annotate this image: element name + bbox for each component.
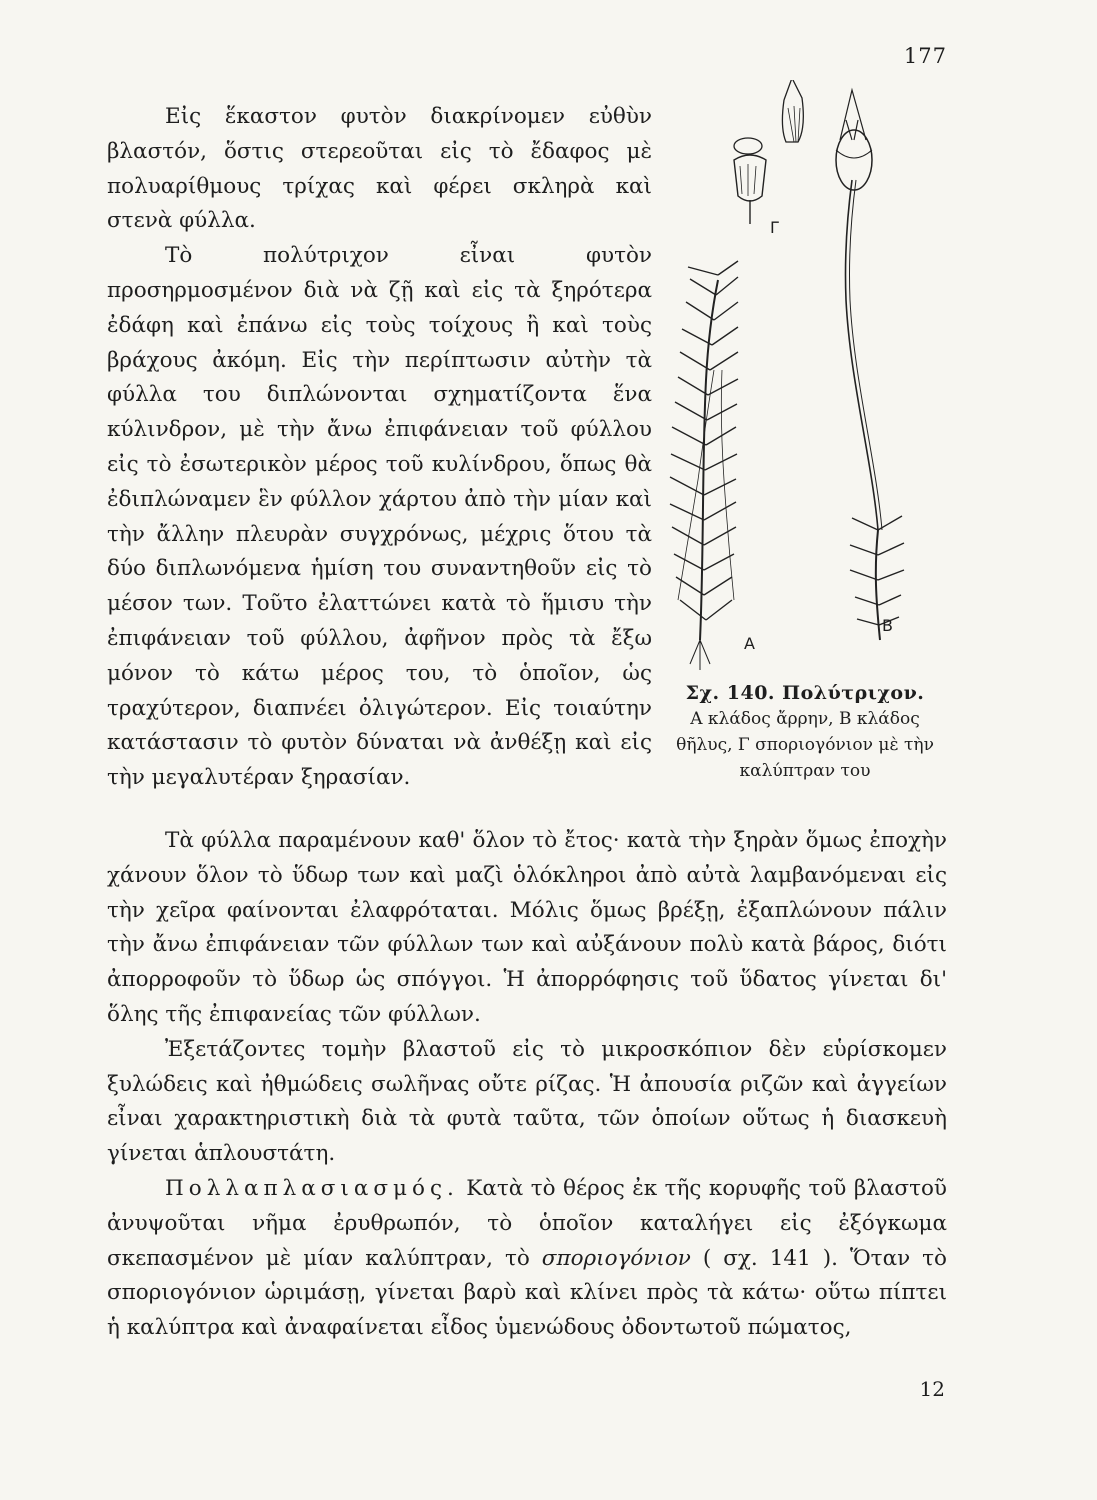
paragraph-5-text-a: Κατὰ τὸ θέρος ἐκ τῆς κορυφῆς τοῦ βλαστοῦ ἀνυψοῦται νῆμα ἐρυθρωπόν, τὸ ὁποῖον καταλήγει εἰς ἐξόγκωμα σκεπασμένον μὲ μίαν καλύπτραν, τὸ: [107, 1175, 947, 1271]
paragraph-2: Τὸ πολύτριχον εἶναι φυτὸν προσηρμοσμένον διὰ νὰ ζῇ καὶ εἰς τὰ ξηρότερα ἐδάφη καὶ ἐπάνω εἰς τοὺς τοίχους ἢ καὶ τοὺς βράχους ἀκόμη. Εἰς τὴν περίπτωσιν αὐτὴν τὰ φύλλα του διπλώνονται σχηματίζοντα ἕνα κύλινδρον, μὲ τὴν ἄνω ἐπιφάνειαν τοῦ φύλλου εἰς τὸ ἐσωτερικὸν μέρος τοῦ κυλίνδρου, ὅπως θὰ ἐδιπλώναμεν ἓν φύλλον χάρτου ἀπὸ τὴν μίαν καὶ τὴν ἄλλην πλευρὰν συγχρόνως, μέχρις ὅτου τὰ δύο διπλωνόμενα ἡμίση του συναντηθοῦν εἰς τὸ μέσον των. Τοῦτο ἐλαττώνει κατὰ τὸ ἥμισυ τὴν ἐπιφάνειαν τοῦ φύλλου, ἀφῆνον πρὸς τὰ ἔξω μόνον τὸ κάτω μέρος του, τὸ ὁποῖον, ὡς τραχύτερον, διαπνέει ὀλιγώτερον. Εἰς τοιαύτην κατάστασιν τὸ φυτὸν δύναται νὰ ἀνθέξῃ καὶ εἰς τὴν μεγαλυτέραν ξηρασίαν.: [107, 243, 652, 791]
figure-caption: [662, 680, 948, 784]
caption-text: Α κλάδος ἄρρην, Β κλάδος θῆλυς, Γ σποριογόνιον μὲ τὴν καλύπτραν του: [676, 709, 934, 781]
paragraph-4: Ἐξετάζοντες τομὴν βλαστοῦ εἰς τὸ μικροσκόπιον δὲν εὑρίσκομεν ξυλώδεις καὶ ἠθμώδεις σωλῆνας οὔτε ρίζας. Ἡ ἀπουσία ριζῶν καὶ ἀγγείων εἶναι χαρακτηριστικὴ διὰ τὰ φυτὰ ταῦτα, τῶν ὁποίων οὕτως ἡ διασκευὴ γίνεται ἁπλουστάτη.: [107, 1036, 947, 1167]
moss-illustration: [660, 80, 950, 680]
term-sporogonium: σποριογόνιον: [541, 1245, 691, 1271]
page-number: 177: [903, 44, 947, 68]
female-branch-drawing: [836, 90, 904, 640]
figure-label-b: Β: [882, 616, 893, 635]
figure-label-g: Γ: [770, 218, 779, 237]
footer-page-number: 12: [919, 1377, 945, 1401]
polytrichum-figure: [660, 80, 950, 680]
paragraph-1: Εἰς ἕκαστον φυτὸν διακρίνομεν εὐθὺν βλαστόν, ὅστις στερεοῦται εἰς τὸ ἔδαφος μὲ πολυαρίθμους τρίχας καὶ φέρει σκληρὰ καὶ στενὰ φύλλα.: [107, 104, 652, 234]
figure-label-a: Α: [744, 634, 755, 653]
full-width-text: [107, 824, 947, 1346]
male-branch-drawing: [670, 261, 738, 670]
text-column: [107, 100, 652, 796]
paragraph-5: [107, 1172, 947, 1346]
section-heading: Πολλαπλασιασμός.: [165, 1175, 459, 1201]
paragraph-5-text-b: ( σχ. 141 ). Ὅταν τὸ σποριογόνιον ὡριμάσῃ, γίνεται βαρὺ καὶ κλίνει πρὸς τὰ κάτω· οὕτω πίπτει ἡ καλύπτρα καὶ ἀναφαίνεται εἶδος ὑμενώδους ὀδοντωτοῦ πώματος,: [107, 1245, 947, 1341]
paragraph-3: Τὰ φύλλα παραμένουν καθ' ὅλον τὸ ἔτος· κατὰ τὴν ξηρὰν ὅμως ἐποχὴν χάνουν ὅλον τὸ ὕδωρ των καὶ μαζὶ ὁλόκληροι ἀπὸ αὐτὰ λαμβανόμεναι εἰς τὴν χεῖρα φαίνονται ἐλαφρόταται. Μόλις ὅμως βρέξῃ, ἐξαπλώνουν πάλιν τὴν ἄνω ἐπιφάνειαν τῶν φύλλων των καὶ αὐξάνουν πολὺ κατὰ βάρος, διότι ἀπορροφοῦν τὸ ὕδωρ ὡς σπόγγοι. Ἡ ἀπορρόφησις τοῦ ὕδατος γίνεται δι' ὅλης τῆς ἐπιφανείας τῶν φύλλων.: [107, 828, 947, 1027]
capsule-drawing: [734, 80, 803, 224]
caption-title: Σχ. 140. Πολύτριχον.: [685, 682, 925, 704]
